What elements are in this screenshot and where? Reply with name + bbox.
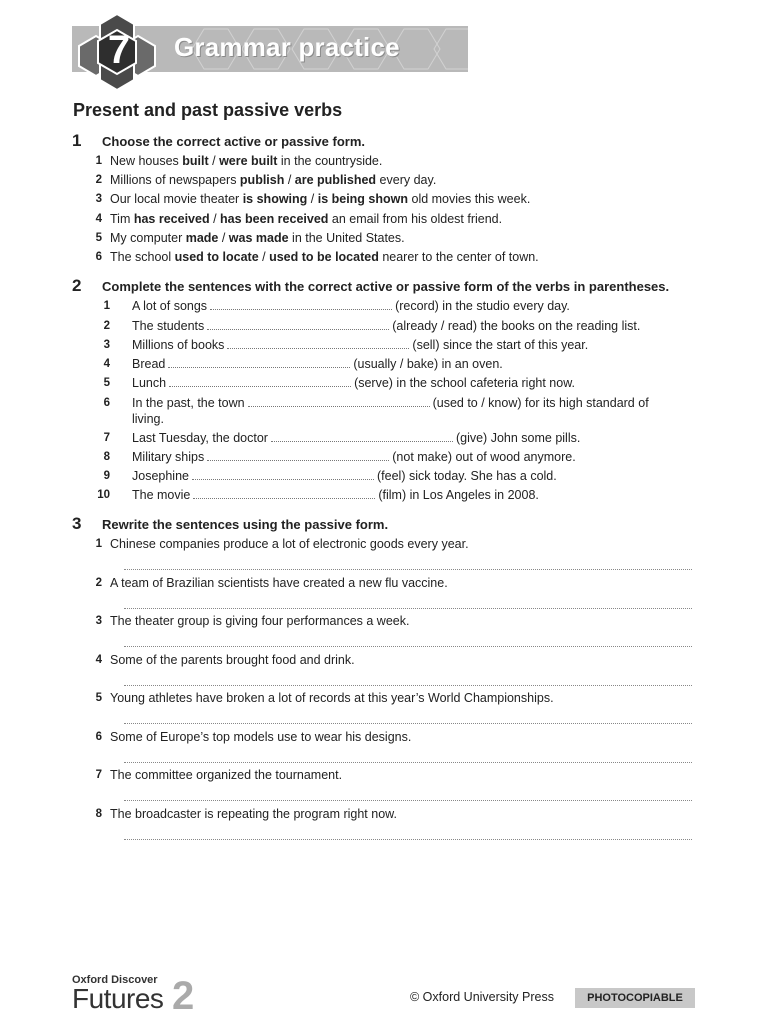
photocopiable-badge: PHOTOCOPIABLE <box>575 988 695 1008</box>
item-number: 4 <box>95 213 102 225</box>
item-number: 1 <box>95 155 102 167</box>
sentence-text: an email from his oldest friend. <box>328 212 503 226</box>
sentence-text: (already / read) the books on the reading list. <box>392 319 641 333</box>
answer-line[interactable] <box>124 800 692 801</box>
answer-blank[interactable] <box>192 478 374 480</box>
item-sentence: The theater group is giving four performances a week. <box>110 614 410 628</box>
sentence-text: The school <box>110 250 175 264</box>
sentence-text: Millions of newspapers <box>110 173 240 187</box>
item-number: 5 <box>95 232 102 244</box>
item-sentence <box>132 298 570 314</box>
option-2[interactable]: is being shown <box>317 192 409 206</box>
option-2[interactable]: are published <box>294 173 377 187</box>
sentence-text: Bread <box>132 357 166 371</box>
answer-line[interactable] <box>124 685 692 686</box>
option-2[interactable]: used to be located <box>269 250 379 264</box>
item-number: 2 <box>103 320 110 332</box>
answer-blank[interactable] <box>193 497 375 499</box>
exercise-2 <box>72 276 712 511</box>
exercise-number: 3 <box>72 514 82 533</box>
sentence-text: (give) John some pills. <box>455 431 581 445</box>
sentence-text: A lot of songs <box>132 299 208 313</box>
item-number: 4 <box>95 653 102 666</box>
brand-level-number: 2 <box>172 974 195 1018</box>
item-sentence: Some of Europe’s top models use to wear his designs. <box>110 729 412 744</box>
sentence-text: The movie <box>132 488 191 502</box>
sentence-text: Our local movie theater <box>110 192 243 206</box>
item-number: 6 <box>95 251 102 263</box>
item-sentence <box>110 211 502 227</box>
item-number: 5 <box>103 377 110 389</box>
answer-blank[interactable] <box>207 459 389 461</box>
sentence-text: nearer to the center of town. <box>378 250 539 264</box>
answer-blank[interactable] <box>271 440 453 442</box>
sentence-text: Military ships <box>132 450 205 464</box>
sentence-text: (used to / know) for its high standard of <box>432 396 649 410</box>
sentence-text: My computer <box>110 231 186 245</box>
exercise-3 <box>72 514 712 844</box>
item-sentence <box>110 249 539 265</box>
item-number: 1 <box>103 300 110 312</box>
option-separator: / <box>307 192 318 206</box>
exercise-instruction: Rewrite the sentences using the passive form. <box>102 517 389 532</box>
footer-brand-logo <box>72 974 195 1018</box>
brand-name-small: Oxford Discover <box>72 974 158 986</box>
option-1[interactable]: made <box>185 231 219 245</box>
item-sentence <box>132 375 575 391</box>
item-sentence <box>132 449 576 465</box>
item-number: 6 <box>95 730 102 743</box>
option-2[interactable]: has been received <box>220 212 329 226</box>
sentence-text: New houses <box>110 154 183 168</box>
copyright-text: © Oxford University Press <box>410 990 554 1004</box>
sentence-text: old movies this week. <box>408 192 531 206</box>
section-title: Present and past passive verbs <box>73 100 343 120</box>
item-number: 3 <box>95 615 102 627</box>
option-separator: / <box>218 231 229 245</box>
exercise-instruction: Complete the sentences with the correct active or passive form of the verbs in parentheses. <box>102 279 670 294</box>
sentence-text: every day. <box>376 173 437 187</box>
sentence-text: in the United States. <box>288 231 405 245</box>
sentence-text: Tim <box>110 212 134 226</box>
item-number: 2 <box>95 174 102 186</box>
option-1[interactable]: built <box>182 154 209 168</box>
option-separator: / <box>284 173 295 187</box>
answer-blank[interactable] <box>207 328 389 330</box>
item-number: 4 <box>103 358 110 370</box>
item-number: 9 <box>103 470 110 482</box>
exercise-number: 2 <box>72 276 82 295</box>
unit-number: 7 <box>107 28 131 72</box>
sentence-text: (record) in the studio every day. <box>395 299 570 313</box>
item-number: 3 <box>103 339 110 351</box>
item-sentence <box>110 230 405 246</box>
item-number: 8 <box>103 451 110 463</box>
answer-blank[interactable] <box>168 366 350 368</box>
item-sentence: Young athletes have broken a lot of records at this year’s World Championships. <box>110 691 554 705</box>
exercise-1 <box>72 131 712 271</box>
answer-line[interactable] <box>124 608 692 609</box>
item-number: 10 <box>97 489 110 501</box>
item-number: 7 <box>103 432 110 444</box>
answer-line[interactable] <box>124 646 692 647</box>
option-separator: / <box>209 212 221 226</box>
sentence-continuation: living. <box>132 412 164 426</box>
item-sentence <box>132 356 503 372</box>
option-2[interactable]: were built <box>219 154 278 168</box>
sentence-text: (sell) since the start of this year. <box>412 338 589 352</box>
answer-line[interactable] <box>124 839 692 840</box>
option-1[interactable]: is showing <box>242 192 308 206</box>
item-number: 8 <box>95 807 102 820</box>
sentence-text: (feel) sick today. She has a cold. <box>377 469 557 483</box>
item-sentence <box>110 191 530 207</box>
item-sentence <box>132 395 649 411</box>
sentence-text: In the past, the town <box>132 396 245 410</box>
item-sentence: The broadcaster is repeating the program right now. <box>110 806 397 821</box>
item-number: 5 <box>95 692 102 704</box>
sentence-text: Lunch <box>132 376 167 390</box>
answer-blank[interactable] <box>169 385 351 387</box>
item-sentence <box>132 318 640 334</box>
answer-line[interactable] <box>124 569 692 570</box>
option-1[interactable]: publish <box>239 173 285 187</box>
item-sentence <box>110 172 436 188</box>
sentence-text: Josephine <box>132 469 189 483</box>
item-sentence: The committee organized the tournament. <box>110 768 343 782</box>
option-separator: / <box>208 154 220 168</box>
item-sentence <box>132 337 588 353</box>
sentence-text: in the countryside. <box>277 154 383 168</box>
option-1[interactable]: has received <box>133 212 210 226</box>
option-2[interactable]: was made <box>228 231 289 245</box>
item-sentence <box>132 430 580 446</box>
item-number: 6 <box>103 397 110 409</box>
item-sentence <box>132 487 539 503</box>
sentence-text: The students <box>132 319 205 333</box>
sentence-text: (film) in Los Angeles in 2008. <box>378 488 539 502</box>
option-separator: / <box>258 250 270 264</box>
sentence-text: (usually / bake) in an oven. <box>353 357 503 371</box>
exercise-instruction: Choose the correct active or passive form. <box>102 134 365 149</box>
item-number: 3 <box>95 193 102 205</box>
item-number: 7 <box>95 769 102 781</box>
sentence-text: (not make) out of wood anymore. <box>392 450 576 464</box>
answer-blank[interactable] <box>210 308 392 310</box>
item-number: 2 <box>95 576 102 589</box>
sentence-text: Millions of books <box>132 338 225 352</box>
answer-line[interactable] <box>124 723 692 724</box>
item-number: 1 <box>95 538 102 550</box>
answer-line[interactable] <box>124 762 692 763</box>
item-sentence <box>132 468 557 484</box>
sentence-text: (serve) in the school cafeteria right now. <box>354 376 576 390</box>
item-sentence <box>110 153 382 169</box>
exercise-number: 1 <box>72 131 82 150</box>
item-sentence: Some of the parents brought food and drink. <box>110 652 355 667</box>
brand-name-big: Futures <box>72 983 164 1014</box>
page-title: Grammar practice <box>174 32 400 62</box>
sentence-text: Last Tuesday, the doctor <box>132 431 268 445</box>
answer-blank[interactable] <box>227 347 409 349</box>
option-1[interactable]: used to locate <box>174 250 259 264</box>
item-sentence: A team of Brazilian scientists have created a new flu vaccine. <box>110 575 448 590</box>
item-sentence: Chinese companies produce a lot of electronic goods every year. <box>110 537 469 551</box>
answer-blank[interactable] <box>248 405 430 407</box>
